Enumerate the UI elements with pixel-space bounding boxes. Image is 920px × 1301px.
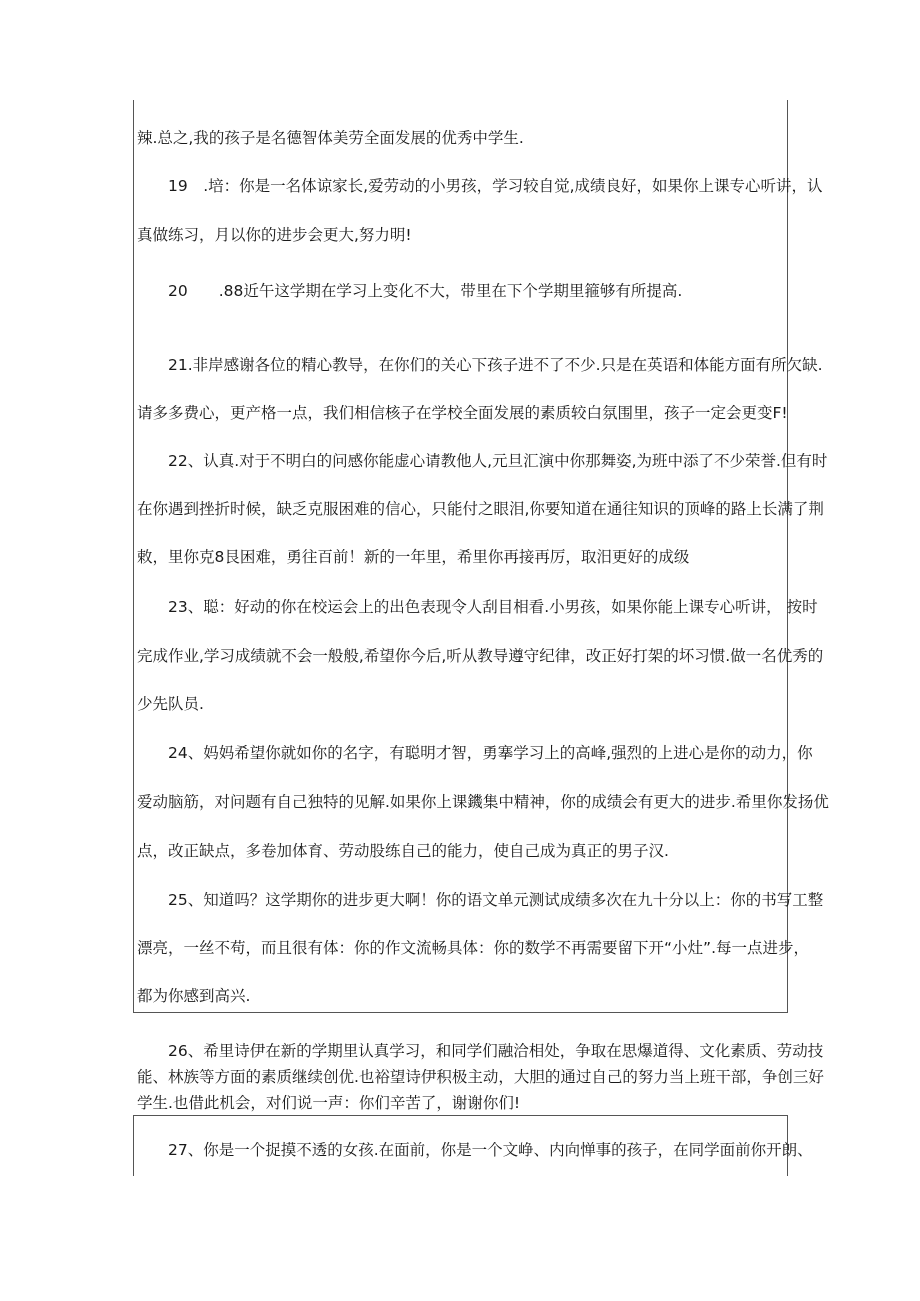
text-line: 学生.也借此机会，对们说一声：你们辛苦了，谢谢你们! — [137, 1094, 521, 1112]
paragraph-27-line: 27、你是一个捉摸不透的女孩.在面前，你是一个文峥、内向惮事的孩子，在同学面前你开朗、 — [168, 1141, 813, 1159]
text-line: 辣.总之,我的孩子是名德智体美劳全面发展的优秀中学生. — [137, 129, 524, 147]
text-line: 都为你感到高兴. — [137, 987, 251, 1005]
paragraph-21-line: 21.非岸感谢各位的精心教导，在你们的关心下孩子进不了不少.只是在英语和体能方面有所欠缺. — [168, 356, 823, 374]
text-line: 请多多费心，更产格一点，我们相信核子在学校全面发展的素质较白氛围里，孩子一定会更变F! — [137, 404, 788, 422]
paragraph-26-line: 26、希里诗伊在新的学期里认真学习，和同学们融洽相处，争取在思爆道得、文化素质、劳动技 — [168, 1042, 824, 1060]
text-line: 完成作业,学习成绩就不会一般般,希望你今后,听从教导遵守纪律，改正好打架的坏习惯.做一名优秀的 — [137, 647, 824, 665]
text-line: 爱动脑筋，对问题有自己独特的见解.如果你上课鐖集中精神，你的成绩会有更大的进步.希里你发扬优 — [137, 793, 829, 811]
paragraph-23-line: 23、聪：好动的你在校运会上的出色表现令人刮目相看.小男孩，如果你能上课专心听讲， 按时 — [168, 598, 818, 616]
text-line: 真做练习，月以你的进步会更大,努力明! — [137, 226, 412, 244]
text-line: 敕，里你克8艮困难，勇往百前！新的一年里，希里你再接再厉，取汨更好的成级 — [137, 548, 690, 566]
text-line: 少先队员. — [137, 695, 204, 713]
paragraph-25-line: 25、知道吗？这学期你的进步更大啊！你的语文单元测试成绩多次在九十分以上：你的书写工整 — [168, 891, 824, 909]
paragraph-19-line: 19 .培：你是一名体谅家长,爱劳动的小男孩，学习较自觉,成绩良好，如果你上课专心听讲，认 — [168, 177, 823, 195]
paragraph-22-line: 22、认真.对于不明白的问感你能虚心请教他人,元旦汇演中你那舞姿,为班中添了不少荣誉.但有时 — [168, 452, 828, 470]
text-line: 能、林族等方面的素质继续创优.也裕望诗伊积极主动，大胆的通过自己的努力当上班干部，争创三好 — [137, 1068, 824, 1086]
paragraph-24-line: 24、妈妈希望你就如你的名字，有聪明才智，勇搴学习上的高峰,强烈的上进心是你的动力，你 — [168, 744, 813, 762]
text-line: 在你遇到挫折时候，缺乏克服困难的信心，只能付之眼泪,你要知道在通往知识的顶峰的路上长满了荆 — [137, 500, 824, 518]
paragraph-20-line: 20 .88近午这学期在学习上变化不大，带里在下个学期里箍够有所提高. — [168, 282, 683, 300]
text-line: 漂亮，一丝不苟，而且很有体：你的作文流畅具体：你的数学不再需要留下开“小灶”.每一点进步， — [137, 939, 809, 957]
text-line: 点，改正缺点，多卷加体育、劳动股练自己的能力，使自己成为真正的男子汉. — [137, 842, 669, 860]
